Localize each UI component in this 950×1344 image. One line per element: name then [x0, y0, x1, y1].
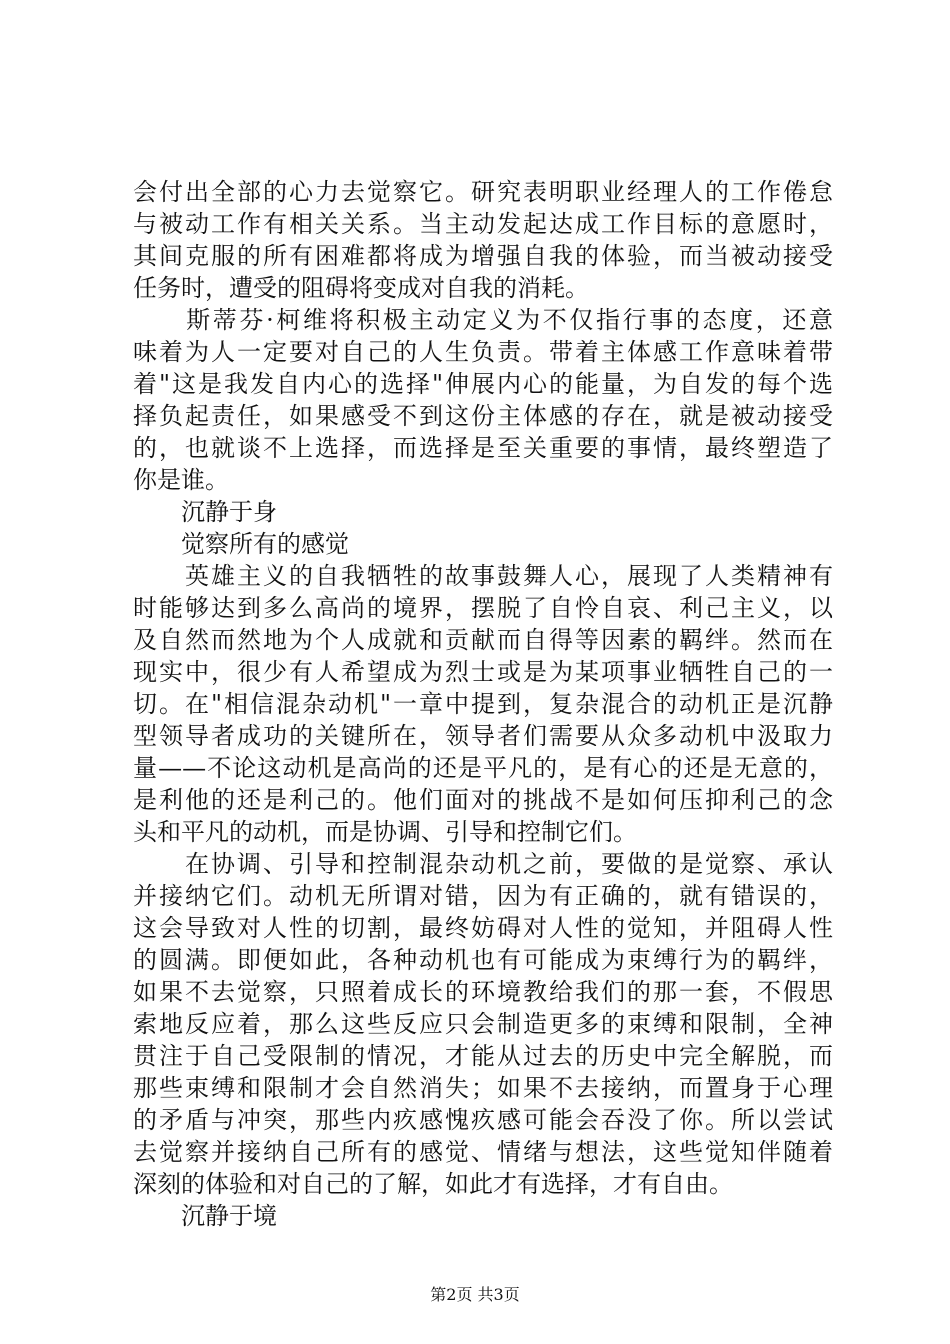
text-line: 索地反应着，那么这些反应只会制造更多的束缚和限制，全神 — [133, 1010, 833, 1038]
text-line: 及自然而然地为个人成就和贡献而自得等因素的羁绊。然而在 — [133, 626, 833, 654]
text-line: 其间克服的所有困难都将成为增强自我的体验，而当被动接受 — [133, 242, 833, 270]
paragraph — [133, 528, 833, 560]
text-line: 的矛盾与冲突，那些内疚感愧疚感可能会吞没了你。所以尝试 — [133, 1106, 833, 1134]
paragraph — [133, 848, 833, 1200]
text-line: 会付出全部的心力去觉察它。研究表明职业经理人的工作倦怠 — [133, 178, 833, 206]
text-line: 如果不去觉察，只照着成长的环境教给我们的那一套，不假思 — [133, 978, 833, 1006]
text-line: 与被动工作有相关关系。当主动发起达成工作目标的意愿时， — [133, 210, 833, 238]
paragraph — [133, 304, 833, 496]
text-line: 并接纳它们。动机无所谓对错，因为有正确的，就有错误的， — [133, 882, 833, 910]
text-line: 任务时，遭受的阻碍将变成对自我的消耗。 — [133, 274, 589, 302]
text-line: 型领导者成功的关键所在，领导者们需要从众多动机中汲取力 — [133, 722, 833, 750]
text-line: 切。在"相信混杂动机"一章中提到，复杂混合的动机正是沉静 — [133, 690, 833, 718]
text-line: 时能够达到多么高尚的境界，摆脱了自怜自哀、利己主义，以 — [133, 594, 833, 622]
text-line: 在协调、引导和控制混杂动机之前，要做的是觉察、承认 — [133, 850, 833, 878]
text-line: 着"这是我发自内心的选择"伸展内心的能量，为自发的每个选 — [133, 370, 833, 398]
text-line: 那些束缚和限制才会自然消失；如果不去接纳，而置身于心理 — [133, 1074, 833, 1102]
text-line: 择负起责任，如果感受不到这份主体感的存在，就是被动接受 — [133, 402, 833, 430]
paragraph — [133, 560, 833, 848]
page-footer: 第2页 共3页 — [430, 1285, 520, 1304]
text-line: 的，也就谈不上选择，而选择是至关重要的事情，最终塑造了 — [133, 434, 833, 462]
text-line: 斯蒂芬·柯维将积极主动定义为不仅指行事的态度，还意 — [133, 306, 833, 334]
text-line: 味着为人一定要对自己的人生负责。带着主体感工作意味着带 — [133, 338, 833, 366]
text-line: 你是谁。 — [133, 466, 229, 494]
paragraph — [133, 176, 833, 304]
text-line: 头和平凡的动机，而是协调、引导和控制它们。 — [133, 818, 637, 846]
text-line: 去觉察并接纳自己所有的感觉、情绪与想法，这些觉知伴随着 — [133, 1138, 833, 1166]
text-line: 的圆满。即便如此，各种动机也有可能成为束缚行为的羁绊， — [133, 946, 833, 974]
document-body — [133, 176, 833, 1232]
text-line: 贯注于自己受限制的情况，才能从过去的历史中完全解脱，而 — [133, 1042, 833, 1070]
text-line: 量——不论这动机是高尚的还是平凡的，是有心的还是无意的， — [133, 754, 833, 782]
text-line: 沉静于身 — [133, 498, 277, 526]
text-line: 觉察所有的感觉 — [133, 530, 349, 558]
text-line: 深刻的体验和对自己的了解，如此才有选择，才有自由。 — [133, 1170, 733, 1198]
paragraph — [133, 496, 833, 528]
text-line: 这会导致对人性的切割，最终妨碍对人性的觉知，并阻碍人性 — [133, 914, 833, 942]
paragraph — [133, 1200, 833, 1232]
text-line: 现实中，很少有人希望成为烈士或是为某项事业牺牲自己的一 — [133, 658, 833, 686]
text-line: 沉静于境 — [133, 1202, 277, 1230]
text-line: 英雄主义的自我牺牲的故事鼓舞人心，展现了人类精神有 — [133, 562, 833, 590]
text-line: 是利他的还是利己的。他们面对的挑战不是如何压抑利己的念 — [133, 786, 833, 814]
